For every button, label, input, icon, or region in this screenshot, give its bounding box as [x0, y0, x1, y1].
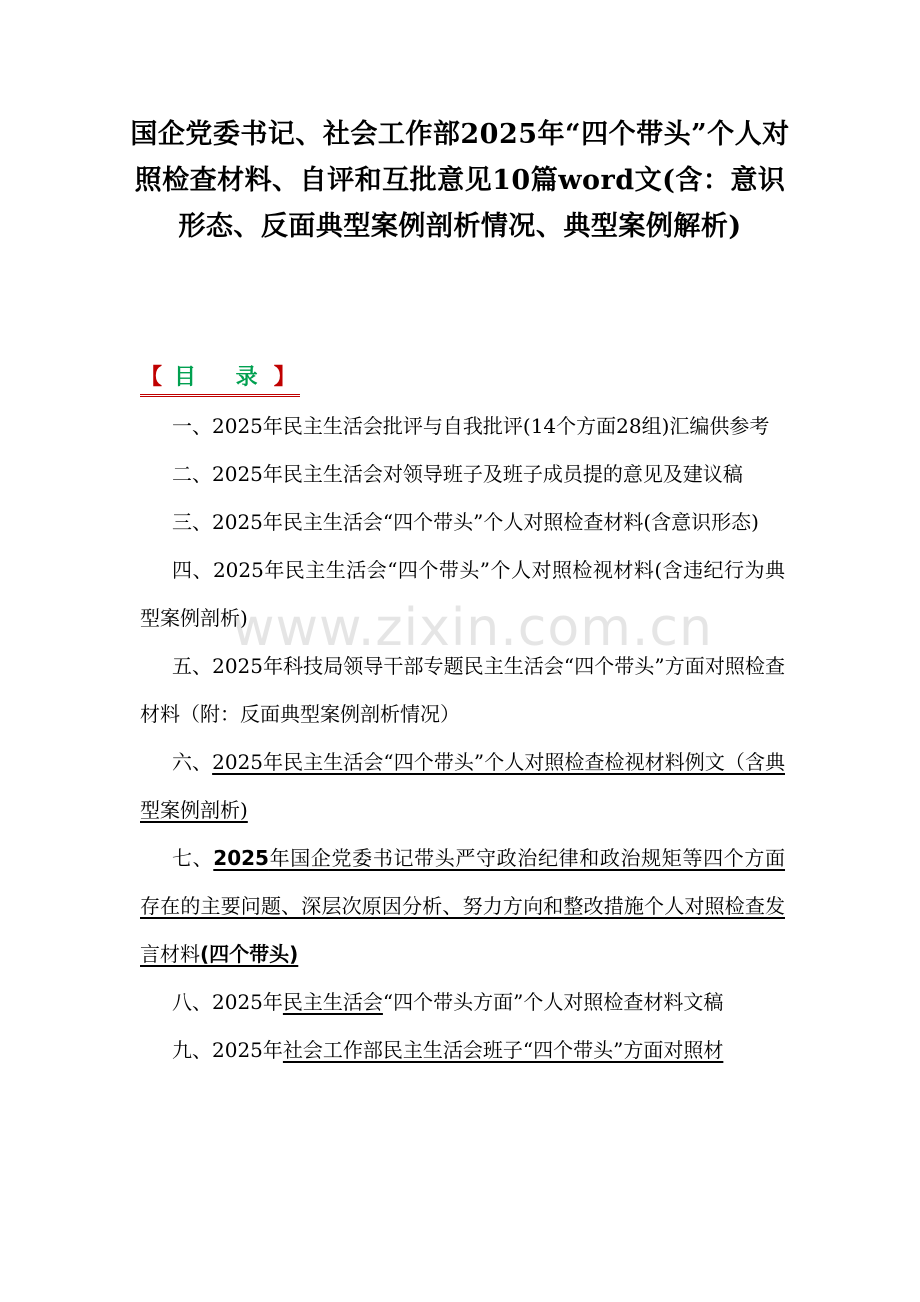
- toc-item-6[interactable]: [140, 738, 785, 834]
- toc-item-3[interactable]: 三、2025年民主生活会“四个带头”个人对照检查材料(含意识形态): [172, 510, 759, 534]
- toc-item-7-number: 七、: [172, 846, 214, 870]
- toc-item-8-link[interactable]: 民主生活会: [282, 990, 383, 1014]
- toc-item-1[interactable]: 一、2025年民主生活会批评与自我批评(14个方面28组)汇编供参考: [172, 414, 770, 438]
- toc-item-7-year[interactable]: 2025: [213, 846, 269, 870]
- document-title: 国企党委书记、社会工作部2025年“四个带头”个人对照检查材料、自评和互批意见10篇word文(含：意识形态、反面典型案例剖析情况、典型案例解析): [130, 119, 790, 242]
- toc-item-7[interactable]: [140, 834, 785, 978]
- toc-item-9[interactable]: [140, 1026, 785, 1074]
- toc-item-7-tail[interactable]: (四个带头): [200, 942, 299, 966]
- toc-heading-label: 目 录: [174, 364, 274, 390]
- toc-item-6-link[interactable]: 2025年民主生活会“四个带头”个人对照检查检视材料例文（含典型案例剖析): [140, 750, 785, 822]
- watermark: www.zixin.com.cn: [232, 598, 713, 658]
- toc-item-9-year: 2025年: [212, 1038, 283, 1062]
- toc-item-8-year: 2025年: [212, 990, 283, 1014]
- toc-item-4[interactable]: 四、2025年民主生活会“四个带头”个人对照检视材料(含违纪行为典型案例剖析): [140, 558, 785, 630]
- table-of-contents: [140, 402, 785, 1074]
- toc-item-8[interactable]: [140, 978, 785, 1026]
- toc-item-9-number: 九、: [172, 1038, 212, 1062]
- toc-bracket-left: 【: [140, 364, 163, 390]
- toc-item-5[interactable]: 五、2025年科技局领导干部专题民主生活会“四个带头”方面对照检查材料（附：反面典型案例剖析情况）: [140, 654, 785, 726]
- toc-item-8-number: 八、: [172, 990, 212, 1014]
- toc-item-8-tail: “四个带头方面”个人对照检查材料文稿: [382, 990, 724, 1014]
- toc-item-2[interactable]: 二、2025年民主生活会对领导班子及班子成员提的意见及建议稿: [172, 462, 743, 486]
- toc-item-7-link[interactable]: 年国企党委书记带头严守政治纪律和政治规矩等四个方面存在的主要问题、深层次原因分析、努力方向和整改措施个人对照检查发言材料: [140, 846, 786, 966]
- toc-item-6-number: 六、: [172, 750, 213, 774]
- toc-heading: [140, 362, 300, 397]
- toc-bracket-right: 】: [273, 364, 296, 390]
- toc-item-9-link[interactable]: 社会工作部民主生活会班子“四个带头”方面对照材: [282, 1038, 724, 1062]
